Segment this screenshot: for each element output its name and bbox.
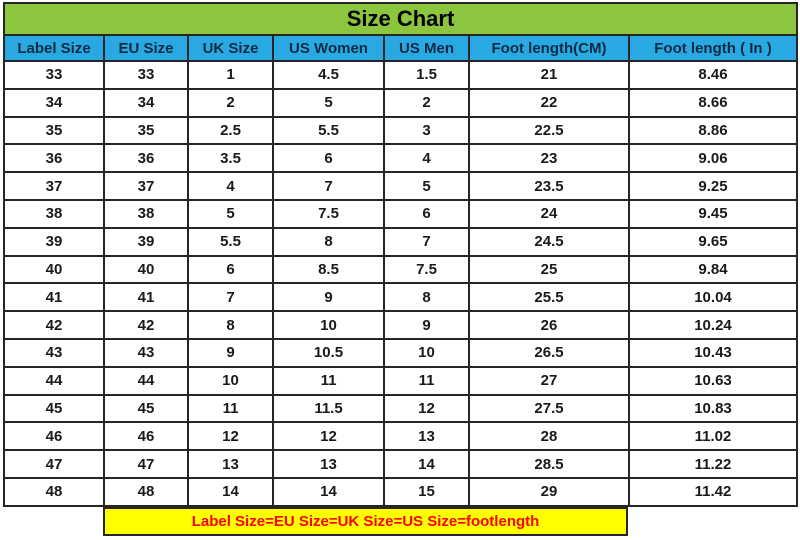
table-cell: 8.86 <box>629 117 797 145</box>
table-cell: 9.45 <box>629 200 797 228</box>
table-row <box>4 478 797 506</box>
size-chart-table <box>3 2 798 507</box>
table-row <box>4 172 797 200</box>
table-cell: 22 <box>469 89 629 117</box>
table-cell: 8.66 <box>629 89 797 117</box>
table-cell: 22.5 <box>469 117 629 145</box>
table-cell: 1.5 <box>384 61 469 89</box>
table-cell: 9 <box>188 339 273 367</box>
table-cell: 4 <box>188 172 273 200</box>
table-cell: 43 <box>104 339 188 367</box>
column-header-label-size: Label Size <box>4 35 104 61</box>
table-row <box>4 144 797 172</box>
table-cell: 38 <box>104 200 188 228</box>
table-row <box>4 228 797 256</box>
chart-title: Size Chart <box>4 3 797 35</box>
table-body <box>4 61 797 506</box>
table-cell: 10.83 <box>629 395 797 423</box>
title-row <box>4 3 797 35</box>
table-row <box>4 283 797 311</box>
table-cell: 11.22 <box>629 450 797 478</box>
table-cell: 13 <box>384 422 469 450</box>
table-cell: 25.5 <box>469 283 629 311</box>
table-cell: 6 <box>273 144 384 172</box>
table-cell: 7 <box>188 283 273 311</box>
table-cell: 39 <box>4 228 104 256</box>
table-cell: 7 <box>273 172 384 200</box>
table-row <box>4 200 797 228</box>
table-row <box>4 89 797 117</box>
table-cell: 9.84 <box>629 256 797 284</box>
table-cell: 8 <box>273 228 384 256</box>
column-header-uk-size: UK Size <box>188 35 273 61</box>
table-cell: 11.02 <box>629 422 797 450</box>
table-cell: 7.5 <box>273 200 384 228</box>
table-cell: 12 <box>384 395 469 423</box>
table-cell: 7 <box>384 228 469 256</box>
table-cell: 3 <box>384 117 469 145</box>
table-cell: 27 <box>469 367 629 395</box>
table-row <box>4 339 797 367</box>
table-row <box>4 422 797 450</box>
table-cell: 5 <box>273 89 384 117</box>
table-row <box>4 450 797 478</box>
table-cell: 26.5 <box>469 339 629 367</box>
table-cell: 44 <box>4 367 104 395</box>
table-cell: 39 <box>104 228 188 256</box>
table-cell: 9 <box>273 283 384 311</box>
table-cell: 10.43 <box>629 339 797 367</box>
table-cell: 4 <box>384 144 469 172</box>
table-cell: 3.5 <box>188 144 273 172</box>
table-cell: 15 <box>384 478 469 506</box>
table-cell: 44 <box>104 367 188 395</box>
table-cell: 11 <box>273 367 384 395</box>
table-cell: 48 <box>104 478 188 506</box>
table-cell: 5 <box>188 200 273 228</box>
table-cell: 2 <box>384 89 469 117</box>
table-cell: 10.63 <box>629 367 797 395</box>
table-cell: 11 <box>188 395 273 423</box>
table-cell: 14 <box>384 450 469 478</box>
table-cell: 34 <box>104 89 188 117</box>
table-cell: 33 <box>4 61 104 89</box>
table-cell: 47 <box>104 450 188 478</box>
table-cell: 11.5 <box>273 395 384 423</box>
table-row <box>4 311 797 339</box>
table-cell: 37 <box>104 172 188 200</box>
table-cell: 36 <box>4 144 104 172</box>
table-cell: 35 <box>4 117 104 145</box>
table-cell: 41 <box>104 283 188 311</box>
table-cell: 10 <box>384 339 469 367</box>
column-header-eu-size: EU Size <box>104 35 188 61</box>
table-cell: 9.25 <box>629 172 797 200</box>
table-row <box>4 395 797 423</box>
table-cell: 10.5 <box>273 339 384 367</box>
table-cell: 33 <box>104 61 188 89</box>
table-cell: 35 <box>104 117 188 145</box>
column-header-foot-length-in: Foot length ( In ) <box>629 35 797 61</box>
column-header-us-women: US Women <box>273 35 384 61</box>
table-cell: 48 <box>4 478 104 506</box>
table-cell: 23.5 <box>469 172 629 200</box>
table-cell: 45 <box>104 395 188 423</box>
table-cell: 38 <box>4 200 104 228</box>
table-cell: 11 <box>384 367 469 395</box>
table-cell: 34 <box>4 89 104 117</box>
table-cell: 41 <box>4 283 104 311</box>
table-cell: 46 <box>4 422 104 450</box>
table-cell: 7.5 <box>384 256 469 284</box>
table-cell: 14 <box>273 478 384 506</box>
table-cell: 40 <box>104 256 188 284</box>
table-cell: 10 <box>188 367 273 395</box>
table-cell: 45 <box>4 395 104 423</box>
column-header-us-men: US Men <box>384 35 469 61</box>
table-cell: 28.5 <box>469 450 629 478</box>
table-row <box>4 256 797 284</box>
table-cell: 10.24 <box>629 311 797 339</box>
table-row <box>4 61 797 89</box>
table-cell: 12 <box>188 422 273 450</box>
footer-note: Label Size=EU Size=UK Size=US Size=footlength <box>103 507 628 536</box>
table-cell: 2.5 <box>188 117 273 145</box>
table-cell: 10.04 <box>629 283 797 311</box>
table-cell: 6 <box>384 200 469 228</box>
table-cell: 8.5 <box>273 256 384 284</box>
table-cell: 27.5 <box>469 395 629 423</box>
table-row <box>4 367 797 395</box>
table-cell: 24 <box>469 200 629 228</box>
table-cell: 37 <box>4 172 104 200</box>
table-cell: 4.5 <box>273 61 384 89</box>
table-cell: 5.5 <box>188 228 273 256</box>
table-cell: 28 <box>469 422 629 450</box>
table-cell: 1 <box>188 61 273 89</box>
table-cell: 13 <box>188 450 273 478</box>
table-cell: 25 <box>469 256 629 284</box>
table-cell: 14 <box>188 478 273 506</box>
table-cell: 11.42 <box>629 478 797 506</box>
table-row <box>4 117 797 145</box>
table-cell: 42 <box>4 311 104 339</box>
table-cell: 12 <box>273 422 384 450</box>
table-cell: 42 <box>104 311 188 339</box>
table-cell: 47 <box>4 450 104 478</box>
column-header-foot-length-cm: Foot length(CM) <box>469 35 629 61</box>
table-cell: 21 <box>469 61 629 89</box>
header-row <box>4 35 797 61</box>
table-cell: 2 <box>188 89 273 117</box>
table-cell: 13 <box>273 450 384 478</box>
table-cell: 24.5 <box>469 228 629 256</box>
table-cell: 26 <box>469 311 629 339</box>
table-cell: 36 <box>104 144 188 172</box>
table-cell: 43 <box>4 339 104 367</box>
table-cell: 23 <box>469 144 629 172</box>
table-cell: 5.5 <box>273 117 384 145</box>
table-cell: 10 <box>273 311 384 339</box>
table-cell: 8 <box>188 311 273 339</box>
table-cell: 8 <box>384 283 469 311</box>
table-cell: 8.46 <box>629 61 797 89</box>
table-cell: 5 <box>384 172 469 200</box>
table-cell: 9.06 <box>629 144 797 172</box>
table-cell: 29 <box>469 478 629 506</box>
table-cell: 6 <box>188 256 273 284</box>
table-cell: 46 <box>104 422 188 450</box>
table-cell: 40 <box>4 256 104 284</box>
table-cell: 9 <box>384 311 469 339</box>
table-cell: 9.65 <box>629 228 797 256</box>
